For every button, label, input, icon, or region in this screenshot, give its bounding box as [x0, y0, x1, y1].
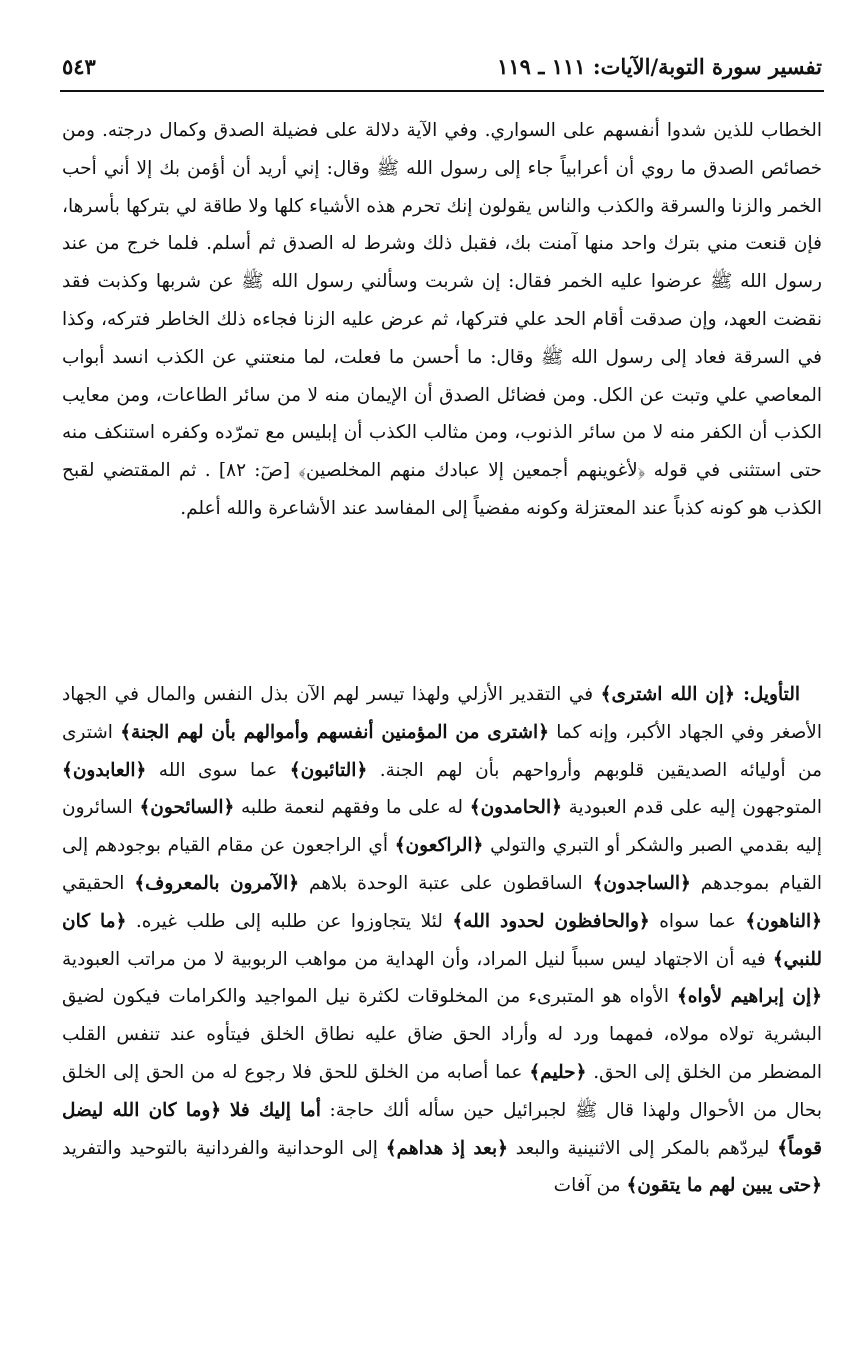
quoted-verse-text: ﴿الساجدون﴾ [592, 872, 691, 894]
commentary-text: عما أصابه من الخلق للحق فلا رجوع له من الحق إلى الخلق بحال من الأحوال ولهذا قال ﷺ لجبرائيل حين سأله ألك حاجة: [62, 1061, 823, 1121]
quoted-verse-text: ﴿التائبون﴾ [289, 759, 368, 781]
commentary-text: ليردّهم بالمكر إلى الاثنينية والبعد [507, 1137, 778, 1159]
tawil-paragraph [62, 676, 822, 1205]
commentary-text: له على ما وفقهم لنعمة طلبه [234, 797, 470, 819]
commentary-text: الأواه هو المتبرىء من المخلوقات لكثرة نيل المواجيد والكرامات فيكون لضيق البشرية تولاه مولاه، فمهما ورد له وأراد الحق ضاق عليه نطاق الخلق فيتأوه عند تنفس القلب المضطر من الخلق إلى الحق. [62, 986, 822, 1083]
commentary-text: فيه أن الاجتهاد ليس سبباً لنيل المراد، وأن الهداية من مواهب الربوبية لا من مراتب العبودية [62, 948, 773, 970]
commentary-text: السائرون إليه بقدمي الصبر والشكر أو التبري والتولي [62, 797, 822, 857]
commentary-text: اشترى من أوليائه الصديقين قلوبهم وأرواحهم بأن لهم الجنة. [62, 721, 822, 781]
commentary-text: الساقطون على عتبة الوحدة بلاهم [299, 872, 593, 894]
quoted-verse-text: ﴿الناهون﴾ [745, 910, 822, 932]
quoted-verse-text: ﴿وما كان الله ليضل قوماً﴾ [62, 1099, 822, 1159]
commentary-text: لئلا يتجاوزوا عن طلبه إلى طلب غيره. [126, 910, 453, 932]
quoted-verse-text: ﴿العابدون﴾ [62, 759, 147, 781]
commentary-text: عما سواه [649, 910, 746, 932]
quoted-verse-text: ﴿والحافظون لحدود الله﴾ [452, 910, 650, 932]
commentary-text: المتوجهون إليه على قدم العبودية [561, 797, 822, 819]
running-title: تفسير سورة التوبة/الآيات: ١١١ ـ ١١٩ [497, 54, 822, 79]
quoted-verse-text: ﴿إن الله اشترى﴾ [600, 684, 735, 705]
quoted-verse-text: ﴿اشترى من المؤمنين أنفسهم وأموالهم بأن لهم الجنة﴾ [120, 721, 549, 743]
tafsir-paragraph: الخطاب للذين شدوا أنفسهم على السواري. وفي الآية دلالة على فضيلة الصدق وكمال درجته. ومن خصائص الصدق ما روي أن أعرابياً جاء إلى رسول الله ﷺ وقال: إني أريد أن أؤمن بك إلا أني أحب الخمر والزنا والسرقة والكذب والناس يقولون إنك تحرم هذه الأشياء كلها ولا طاقة لي بتركها بأسرها، فإن قنعت مني بترك واحد منها آمنت بك، فقبل ذلك وشرط له الصدق ثم أسلم. فلما خرج من عند رسول الله ﷺ عرضوا عليه الخمر فقال: إن شربت وسألني رسول الله ﷺ عن شربها وكذبت فقد نقضت العهد، وإن صدقت أقام الحد علي فتركها، ثم عرض عليه الزنا فجاءه ذلك الخاطر فتركه، وكذا في السرقة فعاد إلى رسول الله ﷺ وقال: ما أحسن ما فعلت، لما منعتني عن الكذب انسد أبواب المعاصي علي وتبت عن الكل. ومن فضائل الصدق أن الإيمان منه لا من سائر الطاعات، ومن معايب الكذب أن الكفر منه لا من سائر الذنوب، ومن مثالب الكذب أن إبليس مع تمرّده وكفره استنكف منه حتى استثنى في قوله ﴿لأغوينهم أجمعين إلا عبادك منهم المخلصين﴾ [صٓ: ٨٢] . ثم المقتضي لقبح الكذب هو كونه كذباً عند المعتزلة وكونه مفضياً إلى المفاسد عند الأشاعرة والله أعلم. [62, 120, 822, 519]
commentary-text: إلى الوحدانية والفردانية بالتوحيد والتفريد [62, 1137, 386, 1159]
quoted-verse-text: ﴿الراكعون﴾ [394, 835, 484, 857]
commentary-text: من آفات [553, 1175, 627, 1197]
quoted-verse-text: ﴿بعد إذ هداهم﴾ [385, 1137, 508, 1159]
commentary-text [221, 1100, 230, 1121]
quoted-verse-text: ﴿إن إبراهيم لأواه﴾ [676, 986, 822, 1008]
page-number: ٥٤٣ [62, 54, 96, 79]
quoted-verse-text: ﴿حليم﴾ [529, 1061, 587, 1083]
quoted-verse-text: التأويل: [734, 684, 800, 705]
commentary-text: الحقيقي [62, 872, 135, 894]
commentary-text: في التقدير الأزلي ولهذا تيسر لهم الآن بذل النفس والمال في الجهاد الأصغر وفي الجهاد الأكبر، وإنه كما [62, 684, 822, 743]
commentary-text: عما سوى الله [146, 759, 290, 781]
quoted-verse-text: أما إليك فلا [229, 1099, 321, 1121]
quoted-verse-text: ﴿الحامدون﴾ [469, 797, 562, 819]
quoted-verse-text: ﴿حتى يبين لهم ما يتقون﴾ [626, 1175, 822, 1197]
quoted-verse-text: ﴿السائحون﴾ [139, 797, 235, 819]
commentary-text: أي الراجعون عن مقام القيام بوجودهم إلى القيام بموجدهم [62, 835, 823, 894]
quoted-verse-text: ﴿الآمرون بالمعروف﴾ [134, 872, 300, 894]
quoted-verse-text: ﴿ما كان للنبي﴾ [62, 910, 822, 970]
page-header [62, 48, 822, 88]
header-divider [60, 90, 824, 92]
